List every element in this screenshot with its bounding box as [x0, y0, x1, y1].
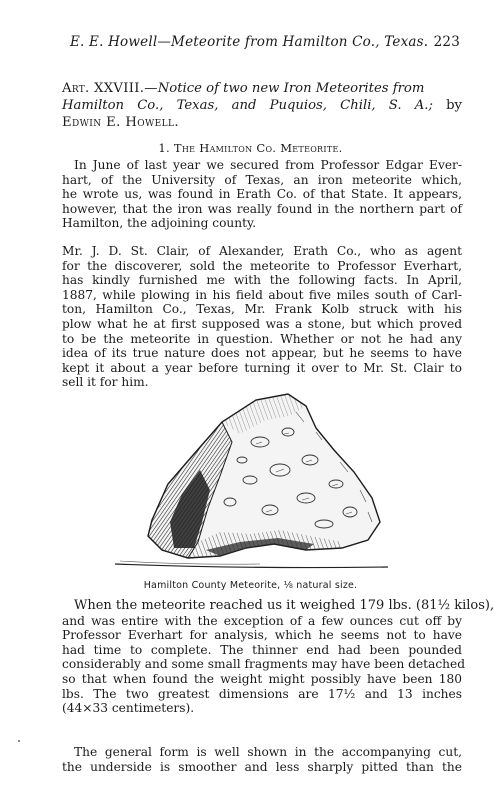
paragraph-2 — [62, 244, 462, 390]
paragraph-line: When the meteorite reached us it weighed 179 lbs. (81½ kilos), — [74, 598, 495, 613]
paragraph-3 — [62, 598, 495, 716]
paragraph-4 — [62, 745, 462, 774]
paragraph-line: ton, Hamilton Co., Texas, Mr. Frank Kolb struck with his — [62, 302, 462, 317]
paragraph-line: Mr. J. D. St. Clair, of Alexander, Erath Co., who as agent — [62, 244, 462, 258]
article-label: Art. XXVIII.— — [62, 81, 158, 96]
paragraph-line: had time to complete. The thinner end had been pounded — [62, 642, 462, 657]
paragraph-line: (44×33 centimeters). — [62, 701, 195, 716]
paragraph-line: for the discoverer, sold the meteorite to Professor Everhart, — [62, 258, 462, 273]
paragraph-line: however, that the iron was really found in the northern part of — [62, 201, 462, 216]
article-heading — [62, 80, 462, 131]
paragraph-line: the underside is smoother and less sharply pitted than the — [62, 759, 462, 774]
paragraph-line: In June of last year we secured from Professor Edgar Ever- — [74, 158, 462, 172]
article-by: by — [446, 98, 462, 113]
paragraph-line: The general form is well shown in the accompanying cut, — [74, 745, 462, 759]
paragraph-line: 1887, while plowing in his field about five miles south of Carl- — [62, 287, 462, 302]
running-head-title: E. E. Howell—Meteorite from Hamilton Co., Texas. — [70, 34, 429, 50]
paragraph-line: sell it for him. — [62, 375, 149, 390]
meteorite-illustration — [110, 372, 390, 572]
paragraph-line: to be the meteorite in question. Whether or not he had any — [62, 331, 462, 346]
paragraph-line: hart, of the University of Texas, an iron meteorite which, — [62, 172, 462, 187]
paragraph-line: plow what he at first supposed was a stone, but which proved — [62, 316, 462, 331]
paragraph-line: has kindly furnished me with the following facts. In April, — [62, 273, 462, 288]
article-author: Edwin E. Howell. — [62, 115, 179, 130]
paragraph-line: kept it about a year before turning it over to Mr. St. Clair to — [62, 360, 462, 375]
paragraph-line: considerably and some small fragments may have been detached — [62, 657, 466, 672]
figure-caption: Hamilton County Meteorite, ⅛ natural size. — [143, 580, 358, 591]
article-title-line-2: Hamilton Co., Texas, and Puquios, Chili, S. A.; — [62, 98, 433, 113]
paragraph-line: idea of its true nature does not appear, but he seems to have — [62, 346, 462, 361]
article-title-line-1: Notice of two new Iron Meteorites from — [157, 81, 425, 96]
page-number: 223 — [433, 34, 460, 50]
article-heading-line-2 — [62, 97, 462, 114]
paragraph-1 — [62, 158, 462, 231]
paragraph-line: Professor Everhart for analysis, which he seems not to have — [62, 628, 462, 643]
paragraph-line: lbs. The two greatest dimensions are 17½ and 13 inches — [62, 686, 462, 701]
paragraph-line: Hamilton, the adjoining county. — [62, 216, 257, 231]
paragraph-line: and was entire with the exception of a few ounces cut off by — [62, 613, 462, 628]
print-speck — [18, 740, 20, 742]
section-heading: 1. The Hamilton Co. Meteorite. — [158, 141, 343, 155]
paragraph-line: he wrote us, was found in Erath Co. of that State. It appears, — [62, 187, 462, 202]
running-head — [70, 34, 460, 50]
paragraph-line: so that when found the weight might possibly have been 180 — [62, 671, 462, 686]
article-heading-line-1 — [62, 80, 462, 97]
